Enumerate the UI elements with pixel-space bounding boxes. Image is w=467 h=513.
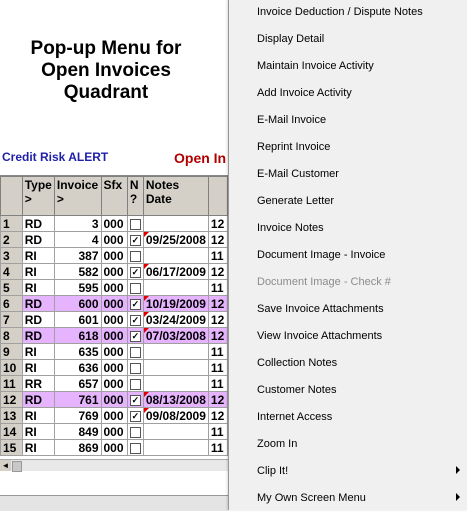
menu-item-label: Document Image - Check # xyxy=(257,276,391,288)
type-cell-text: RI xyxy=(24,360,37,375)
notes-date-cell[interactable] xyxy=(143,296,208,312)
menu-item-label: View Invoice Attachments xyxy=(257,330,383,342)
type-cell[interactable] xyxy=(22,440,54,456)
checked-checkbox[interactable]: ✓ xyxy=(131,266,140,277)
menu-item-maintain-invoice-activity[interactable] xyxy=(229,54,467,81)
row-number-cell-text: 5 xyxy=(3,280,10,295)
invoice-cell-text: 3 xyxy=(91,216,99,231)
notes-flag-cell[interactable] xyxy=(127,328,143,344)
type-cell[interactable] xyxy=(22,408,54,424)
caption-line-3: Quadrant xyxy=(63,82,149,103)
unchecked-checkbox[interactable] xyxy=(130,443,141,454)
table-row[interactable] xyxy=(1,344,228,360)
menu-item-label: My Own Screen Menu xyxy=(257,492,366,504)
invoice-cell-text: 595 xyxy=(78,280,99,295)
menu-item-label: Invoice Notes xyxy=(257,222,324,234)
header-notes-date[interactable]: Notes Date xyxy=(143,177,208,216)
row-number-cell[interactable] xyxy=(1,408,23,424)
sfx-cell[interactable] xyxy=(101,376,127,392)
menu-item-view-invoice-attachments[interactable] xyxy=(229,324,467,351)
menu-item-e-mail-customer[interactable] xyxy=(229,162,467,189)
row-number-cell-text: 12 xyxy=(3,392,17,407)
row-number-cell-text: 2 xyxy=(3,232,10,247)
sfx-cell[interactable] xyxy=(101,312,127,328)
menu-item-document-image-check xyxy=(229,270,467,297)
menu-item-document-image-invoice[interactable] xyxy=(229,243,467,270)
sfx-cell-text: 000 xyxy=(103,424,124,439)
type-cell[interactable] xyxy=(22,344,54,360)
row-number-cell[interactable] xyxy=(1,312,23,328)
notes-date-cell[interactable] xyxy=(143,312,208,328)
open-invoices-title: Open In xyxy=(174,150,227,166)
row-number-cell-text: 1 xyxy=(3,216,10,231)
type-cell[interactable] xyxy=(22,360,54,376)
type-cell-text: RI xyxy=(24,248,37,263)
invoice-cell-text: 582 xyxy=(78,264,99,279)
invoice-cell[interactable] xyxy=(54,424,101,440)
header-sfx[interactable]: Sfx xyxy=(101,177,127,216)
invoice-table xyxy=(0,176,228,456)
header-invoice[interactable]: Invoice > xyxy=(54,177,101,216)
menu-item-label: Customer Notes xyxy=(257,384,337,396)
notes-flag-cell[interactable] xyxy=(127,360,143,376)
type-cell[interactable] xyxy=(22,232,54,248)
next-column-cell[interactable] xyxy=(208,440,227,456)
next-column-cell[interactable] xyxy=(208,376,227,392)
menu-item-label: Zoom In xyxy=(257,438,298,450)
caption-line-1: Pop-up Menu for xyxy=(30,38,182,59)
notes-date-cell[interactable] xyxy=(143,408,208,424)
table-row[interactable] xyxy=(1,264,228,280)
next-column-cell[interactable] xyxy=(208,216,227,232)
invoice-cell-text: 769 xyxy=(78,408,99,423)
row-number-cell[interactable] xyxy=(1,216,23,232)
table-row[interactable] xyxy=(1,232,228,248)
sfx-cell-text: 000 xyxy=(103,328,124,343)
header-notes-flag[interactable]: N ? xyxy=(127,177,143,216)
checked-checkbox[interactable]: ✓ xyxy=(131,234,140,245)
menu-item-label: Reprint Invoice xyxy=(257,141,331,153)
invoice-cell-text: 849 xyxy=(78,424,99,439)
next-column-cell[interactable] xyxy=(208,264,227,280)
row-number-cell[interactable] xyxy=(1,248,23,264)
sfx-cell[interactable] xyxy=(101,392,127,408)
unchecked-checkbox[interactable] xyxy=(130,379,141,390)
next-column-cell-text: 11 xyxy=(210,248,224,263)
table-row[interactable] xyxy=(1,280,228,296)
type-cell[interactable] xyxy=(22,376,54,392)
menu-item-save-invoice-attachments[interactable] xyxy=(229,297,467,324)
menu-item-label: Invoice Deduction / Dispute Notes xyxy=(257,6,423,18)
type-cell-text: RI xyxy=(24,440,37,455)
context-menu xyxy=(228,0,467,510)
type-cell-text: RI xyxy=(24,408,37,423)
menu-item-reprint-invoice[interactable] xyxy=(229,135,467,162)
row-number-cell-text: 4 xyxy=(3,264,10,279)
sfx-cell-text: 000 xyxy=(103,296,124,311)
notes-date-cell[interactable] xyxy=(143,248,208,264)
next-column-cell-text: 12 xyxy=(210,232,225,247)
sfx-cell-text: 000 xyxy=(103,280,124,295)
invoice-cell[interactable] xyxy=(54,280,101,296)
next-column-cell-text: 11 xyxy=(210,424,224,439)
type-cell-text: RD xyxy=(24,312,43,327)
sfx-cell-text: 000 xyxy=(103,408,124,423)
unchecked-checkbox[interactable] xyxy=(130,219,141,230)
note-indicator-icon xyxy=(144,408,149,413)
invoice-cell-text: 601 xyxy=(78,312,99,327)
row-number-cell[interactable] xyxy=(1,440,23,456)
notes-flag-cell[interactable] xyxy=(127,232,143,248)
note-indicator-icon xyxy=(144,392,149,397)
invoice-cell[interactable] xyxy=(54,392,101,408)
notes-date-cell[interactable] xyxy=(143,392,208,408)
next-column-cell[interactable] xyxy=(208,360,227,376)
sfx-cell-text: 000 xyxy=(103,392,124,407)
menu-item-customer-notes[interactable] xyxy=(229,378,467,405)
next-column-cell-text: 12 xyxy=(210,216,225,231)
unchecked-checkbox[interactable] xyxy=(130,347,141,358)
notes-date-cell[interactable] xyxy=(143,424,208,440)
row-number-cell-text: 9 xyxy=(3,344,10,359)
menu-item-invoice-deduction-dispute-notes[interactable] xyxy=(229,0,467,27)
next-column-cell-text: 11 xyxy=(210,440,224,455)
type-cell-text: RD xyxy=(24,328,43,343)
next-column-cell[interactable] xyxy=(208,392,227,408)
next-column-cell-text: 12 xyxy=(210,392,225,407)
invoice-cell[interactable] xyxy=(54,296,101,312)
next-column-cell-text: 11 xyxy=(210,360,224,375)
invoice-cell-text: 657 xyxy=(78,376,99,391)
checked-checkbox[interactable]: ✓ xyxy=(131,410,140,421)
invoice-cell[interactable] xyxy=(54,264,101,280)
invoice-cell[interactable] xyxy=(54,248,101,264)
notes-date-cell[interactable] xyxy=(143,280,208,296)
next-column-cell-text: 12 xyxy=(210,264,225,279)
checked-checkbox[interactable]: ✓ xyxy=(131,394,140,405)
menu-item-label: Document Image - Invoice xyxy=(257,249,386,261)
notes-flag-cell[interactable] xyxy=(127,216,143,232)
notes-date-cell[interactable] xyxy=(143,376,208,392)
notes-date-cell-text: 10/19/2009 xyxy=(145,296,206,311)
submenu-arrow-icon xyxy=(456,466,460,474)
sfx-cell-text: 000 xyxy=(103,248,124,263)
menu-item-label: Save Invoice Attachments xyxy=(257,303,384,315)
invoice-cell[interactable] xyxy=(54,312,101,328)
caption-line-2: Open Invoices xyxy=(41,60,171,81)
menu-item-e-mail-invoice[interactable] xyxy=(229,108,467,135)
notes-date-cell[interactable] xyxy=(143,232,208,248)
notes-flag-cell[interactable] xyxy=(127,264,143,280)
next-column-cell-text: 11 xyxy=(210,280,224,295)
menu-item-collection-notes[interactable] xyxy=(229,351,467,378)
row-number-cell[interactable] xyxy=(1,264,23,280)
status-bar xyxy=(0,495,228,511)
notes-date-cell[interactable] xyxy=(143,328,208,344)
type-cell-text: RD xyxy=(24,392,43,407)
next-column-cell[interactable] xyxy=(208,408,227,424)
next-column-cell[interactable] xyxy=(208,232,227,248)
type-cell[interactable] xyxy=(22,296,54,312)
table-row[interactable] xyxy=(1,248,228,264)
sfx-cell[interactable] xyxy=(101,296,127,312)
sfx-cell-text: 000 xyxy=(103,376,124,391)
next-column-cell[interactable] xyxy=(208,248,227,264)
header-next-column[interactable] xyxy=(208,177,227,216)
sfx-cell-text: 000 xyxy=(103,232,124,247)
notes-date-cell-text: 09/25/2008 xyxy=(145,232,206,247)
row-number-cell-text: 13 xyxy=(3,408,17,423)
next-column-cell-text: 11 xyxy=(210,376,224,391)
header-rownum xyxy=(1,177,23,216)
invoice-cell-text: 869 xyxy=(78,440,99,455)
table-row[interactable] xyxy=(1,392,228,408)
type-cell-text: RD xyxy=(24,232,43,247)
menu-item-label: E-Mail Customer xyxy=(257,168,339,180)
unchecked-checkbox[interactable] xyxy=(130,283,141,294)
type-cell[interactable] xyxy=(22,280,54,296)
note-indicator-icon xyxy=(144,296,149,301)
menu-item-add-invoice-activity[interactable] xyxy=(229,81,467,108)
sfx-cell[interactable] xyxy=(101,216,127,232)
type-cell[interactable] xyxy=(22,312,54,328)
row-number-cell[interactable] xyxy=(1,328,23,344)
submenu-arrow-icon xyxy=(456,493,460,501)
sfx-cell-text: 000 xyxy=(103,360,124,375)
next-column-cell[interactable] xyxy=(208,280,227,296)
type-cell-text: RI xyxy=(24,264,37,279)
notes-date-cell[interactable] xyxy=(143,216,208,232)
notes-date-cell[interactable] xyxy=(143,360,208,376)
sfx-cell[interactable] xyxy=(101,360,127,376)
notes-flag-cell[interactable] xyxy=(127,248,143,264)
row-number-cell[interactable] xyxy=(1,232,23,248)
invoice-cell-text: 636 xyxy=(78,360,99,375)
row-number-cell[interactable] xyxy=(1,376,23,392)
menu-item-zoom-in[interactable] xyxy=(229,432,467,459)
notes-date-cell[interactable] xyxy=(143,264,208,280)
menu-item-internet-access[interactable] xyxy=(229,405,467,432)
menu-item-label: Add Invoice Activity xyxy=(257,87,352,99)
row-number-cell[interactable] xyxy=(1,280,23,296)
sfx-cell[interactable] xyxy=(101,328,127,344)
table-row[interactable] xyxy=(1,376,228,392)
next-column-cell[interactable] xyxy=(208,424,227,440)
menu-item-label: Display Detail xyxy=(257,33,325,45)
type-cell[interactable] xyxy=(22,248,54,264)
sfx-cell-text: 000 xyxy=(103,216,124,231)
row-number-cell[interactable] xyxy=(1,344,23,360)
notes-date-cell-text: 09/08/2009 xyxy=(145,408,206,423)
sfx-cell[interactable] xyxy=(101,232,127,248)
type-cell-text: RI xyxy=(24,280,37,295)
unchecked-checkbox[interactable] xyxy=(130,427,141,438)
invoice-cell[interactable] xyxy=(54,344,101,360)
next-column-cell[interactable] xyxy=(208,296,227,312)
table-row[interactable] xyxy=(1,216,228,232)
sfx-cell[interactable] xyxy=(101,344,127,360)
type-cell[interactable] xyxy=(22,424,54,440)
checked-checkbox[interactable]: ✓ xyxy=(131,314,140,325)
row-number-cell-text: 8 xyxy=(3,328,10,343)
invoice-cell[interactable] xyxy=(54,408,101,424)
invoice-cell-text: 387 xyxy=(78,248,99,263)
invoice-cell-text: 600 xyxy=(78,296,99,311)
row-number-cell-text: 6 xyxy=(3,296,10,311)
menu-item-label: Clip It! xyxy=(257,465,289,477)
type-cell-text: RR xyxy=(24,376,43,391)
sfx-cell[interactable] xyxy=(101,264,127,280)
notes-date-cell[interactable] xyxy=(143,344,208,360)
menu-item-my-own-screen-menu[interactable] xyxy=(229,486,467,513)
notes-flag-cell[interactable] xyxy=(127,424,143,440)
table-row[interactable] xyxy=(1,440,228,456)
menu-item-generate-letter[interactable] xyxy=(229,189,467,216)
table-row[interactable] xyxy=(1,312,228,328)
invoice-cell[interactable] xyxy=(54,360,101,376)
row-number-cell-text: 15 xyxy=(3,440,17,455)
sfx-cell[interactable] xyxy=(101,424,127,440)
notes-flag-cell[interactable] xyxy=(127,392,143,408)
next-column-cell[interactable] xyxy=(208,344,227,360)
table-row[interactable] xyxy=(1,328,228,344)
note-indicator-icon xyxy=(144,264,149,269)
menu-item-invoice-notes[interactable] xyxy=(229,216,467,243)
row-number-cell-text: 11 xyxy=(3,376,16,391)
next-column-cell[interactable] xyxy=(208,312,227,328)
notes-flag-cell[interactable] xyxy=(127,296,143,312)
menu-item-display-detail[interactable] xyxy=(229,27,467,54)
sfx-cell[interactable] xyxy=(101,440,127,456)
next-column-cell-text: 12 xyxy=(210,408,225,423)
sfx-cell[interactable] xyxy=(101,248,127,264)
next-column-cell[interactable] xyxy=(208,328,227,344)
sfx-cell-text: 000 xyxy=(103,312,124,327)
table-row[interactable] xyxy=(1,424,228,440)
type-cell-text: RD xyxy=(24,216,43,231)
invoice-cell-text: 618 xyxy=(78,328,99,343)
note-indicator-icon xyxy=(144,328,149,333)
notes-date-cell-text: 03/24/2009 xyxy=(145,312,206,327)
next-column-cell-text: 12 xyxy=(210,312,225,327)
notes-flag-cell[interactable] xyxy=(127,280,143,296)
menu-item-clip-it[interactable] xyxy=(229,459,467,486)
invoice-cell-text: 4 xyxy=(91,232,99,247)
invoice-cell[interactable] xyxy=(54,232,101,248)
type-cell-text: RI xyxy=(24,344,37,359)
row-number-cell-text: 7 xyxy=(3,312,10,327)
credit-risk-alert: Credit Risk ALERT xyxy=(2,150,109,164)
horizontal-scrollbar[interactable] xyxy=(0,459,228,471)
notes-date-cell[interactable] xyxy=(143,440,208,456)
scroll-left-icon[interactable]: ◄ xyxy=(1,461,10,470)
note-indicator-icon xyxy=(144,232,149,237)
sfx-cell-text: 000 xyxy=(103,264,124,279)
type-cell[interactable] xyxy=(22,392,54,408)
table-header-row xyxy=(1,177,228,216)
menu-item-label: Internet Access xyxy=(257,411,333,423)
table-row[interactable] xyxy=(1,360,228,376)
invoice-cell[interactable] xyxy=(54,328,101,344)
notes-date-cell-text: 06/17/2009 xyxy=(145,264,206,279)
row-number-cell[interactable] xyxy=(1,296,23,312)
row-number-cell[interactable] xyxy=(1,360,23,376)
notes-date-cell-text: 08/13/2008 xyxy=(145,392,206,407)
table-row[interactable] xyxy=(1,296,228,312)
notes-date-cell-text: 07/03/2008 xyxy=(145,328,206,343)
checked-checkbox[interactable]: ✓ xyxy=(131,330,140,341)
invoice-grid xyxy=(0,175,228,460)
type-cell[interactable] xyxy=(22,216,54,232)
table-row[interactable] xyxy=(1,408,228,424)
notes-flag-cell[interactable] xyxy=(127,312,143,328)
invoice-cell-text: 635 xyxy=(78,344,99,359)
sfx-cell[interactable] xyxy=(101,408,127,424)
next-column-cell-text: 11 xyxy=(210,344,224,359)
sfx-cell-text: 000 xyxy=(103,344,124,359)
header-type[interactable]: Type > xyxy=(22,177,54,216)
unchecked-checkbox[interactable] xyxy=(130,363,141,374)
sfx-cell-text: 000 xyxy=(103,440,124,455)
checked-checkbox[interactable]: ✓ xyxy=(131,298,140,309)
scroll-thumb[interactable] xyxy=(12,461,22,472)
unchecked-checkbox[interactable] xyxy=(130,251,141,262)
next-column-cell-text: 12 xyxy=(210,328,225,343)
sfx-cell[interactable] xyxy=(101,280,127,296)
row-number-cell-text: 3 xyxy=(3,248,10,263)
type-cell-text: RI xyxy=(24,424,37,439)
note-indicator-icon xyxy=(144,312,149,317)
row-number-cell[interactable] xyxy=(1,392,23,408)
menu-item-label: Generate Letter xyxy=(257,195,335,207)
type-cell-text: RD xyxy=(24,296,43,311)
type-cell[interactable] xyxy=(22,264,54,280)
notes-flag-cell[interactable] xyxy=(127,440,143,456)
notes-flag-cell[interactable] xyxy=(127,408,143,424)
invoice-cell[interactable] xyxy=(54,440,101,456)
notes-flag-cell[interactable] xyxy=(127,376,143,392)
menu-item-label: Maintain Invoice Activity xyxy=(257,60,374,72)
row-number-cell-text: 14 xyxy=(3,424,17,439)
menu-item-label: Collection Notes xyxy=(257,357,338,369)
next-column-cell-text: 12 xyxy=(210,296,225,311)
caption xyxy=(0,38,212,104)
notes-flag-cell[interactable] xyxy=(127,344,143,360)
invoice-cell[interactable] xyxy=(54,376,101,392)
invoice-cell-text: 761 xyxy=(78,392,99,407)
type-cell[interactable] xyxy=(22,328,54,344)
row-number-cell-text: 10 xyxy=(3,360,17,375)
row-number-cell[interactable] xyxy=(1,424,23,440)
menu-item-label: E-Mail Invoice xyxy=(257,114,327,126)
invoice-cell[interactable] xyxy=(54,216,101,232)
